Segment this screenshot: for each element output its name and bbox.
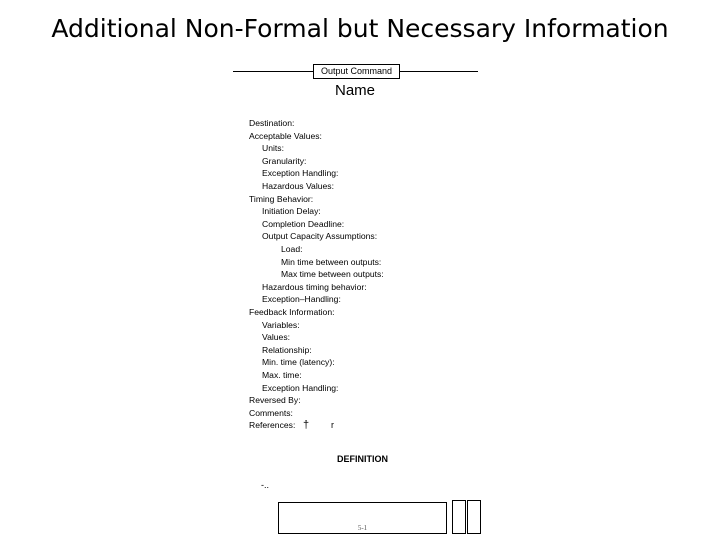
- footnote-mark: -..: [261, 480, 269, 490]
- form-field-label: Load:: [281, 244, 303, 254]
- reference-mark: †: [303, 419, 310, 431]
- form-field-label: Output Capacity Assumptions:: [262, 231, 378, 242]
- form-field-label: Values:: [262, 332, 291, 343]
- form-field-label: Exception Handling:: [262, 168, 339, 179]
- form-field-label: Initiation Delay:: [262, 206, 321, 217]
- form-field-label: Comments:: [249, 407, 293, 418]
- header-rule-right: [400, 71, 478, 72]
- form-field-label: Max time between outputs:: [281, 269, 384, 280]
- form-field-label: Hazardous Values:: [262, 181, 334, 191]
- form-field-label: Units:: [262, 143, 284, 154]
- header-rule-left: [233, 71, 313, 72]
- page-number: 5-1: [357, 524, 368, 532]
- footer-frame-small: [467, 500, 481, 534]
- form-field-label: Exception Handling:: [262, 382, 339, 393]
- form-field-label: Max. time:: [262, 370, 302, 380]
- form-field-label: Completion Deadline:: [262, 218, 345, 229]
- form-field-label: Relationship:: [262, 344, 312, 355]
- slide-title: Additional Non-Formal but Necessary Information: [51, 14, 669, 43]
- reference-mark: r: [331, 420, 334, 430]
- form-field-label: Reversed By:: [249, 395, 301, 406]
- form-field-label: Exception–Handling:: [262, 294, 341, 305]
- form-field-label: Destination:: [249, 118, 295, 128]
- name-heading: [0, 81, 720, 100]
- name-heading-text: Name: [334, 82, 375, 99]
- definition-label: DEFINITION: [337, 454, 388, 464]
- form-field-label: Feedback Information:: [249, 307, 335, 317]
- output-command-box: Output Command: [313, 64, 400, 79]
- form-field-label: Min. time (latency):: [262, 357, 335, 368]
- form-field-label: References:: [249, 420, 296, 431]
- form-field-label: Min time between outputs:: [281, 256, 382, 267]
- form-field-label: Hazardous timing behavior:: [262, 281, 367, 292]
- form-field-label: Acceptable Values:: [249, 130, 322, 141]
- form-field-label: Variables:: [262, 319, 300, 330]
- footer-frame-small: [452, 500, 466, 534]
- form-field-label: Timing Behavior:: [249, 193, 314, 204]
- form-field-label: Granularity:: [262, 155, 307, 166]
- footer-frame: [278, 502, 447, 534]
